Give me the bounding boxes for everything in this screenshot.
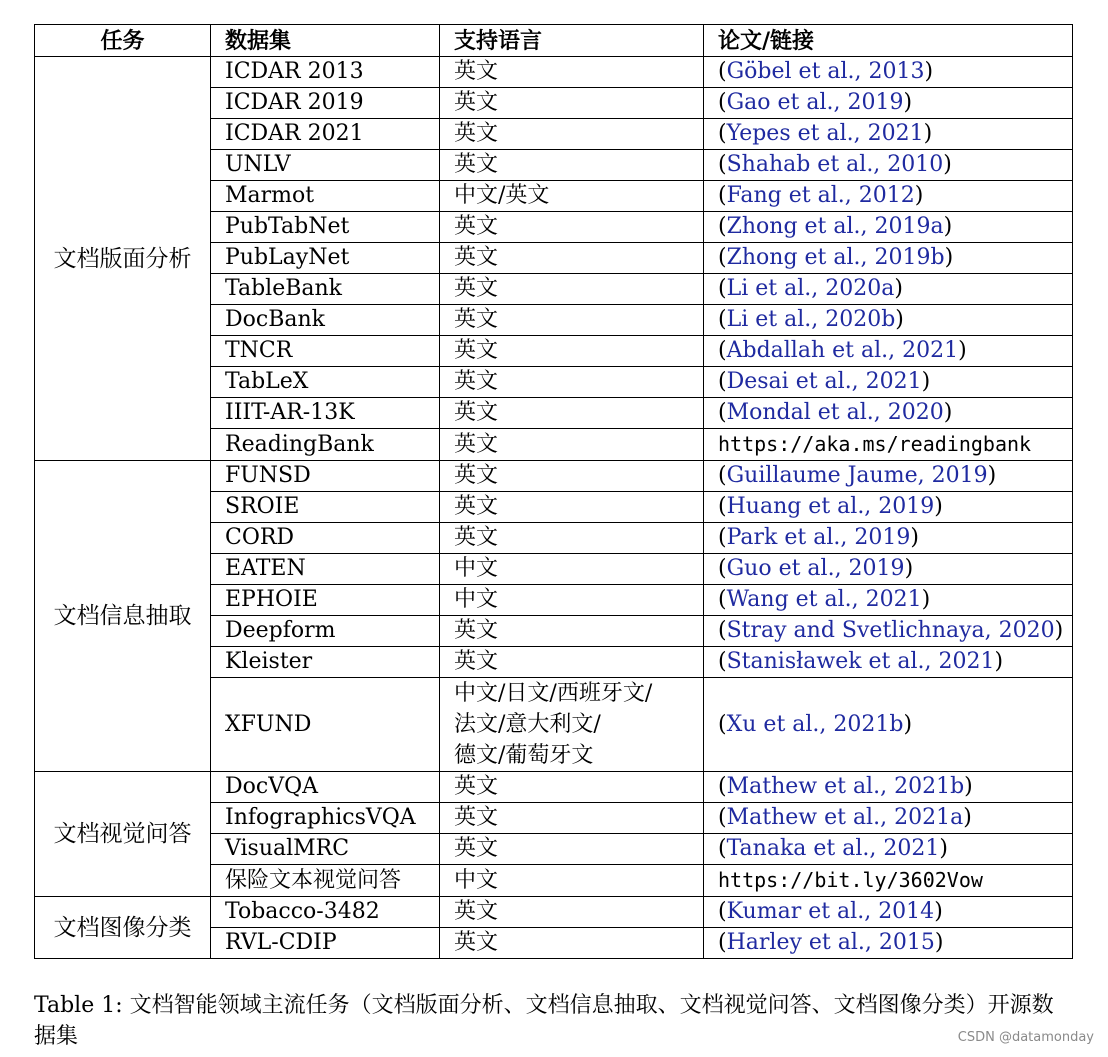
citation-link[interactable]: Huang et al., 2019 — [726, 494, 935, 519]
language-cell: 英文 — [440, 834, 704, 865]
citation-link[interactable]: Göbel et al., 2013 — [726, 59, 925, 84]
language-cell: 英文 — [440, 243, 704, 274]
language-cell: 英文 — [440, 461, 704, 492]
paper-cell: (Xu et al., 2021b) — [704, 678, 1073, 772]
dataset-cell: Deepform — [211, 616, 440, 647]
language-cell: 英文 — [440, 616, 704, 647]
language-cell: 英文 — [440, 803, 704, 834]
language-cell: 中文 — [440, 865, 704, 897]
table-row — [35, 897, 1073, 928]
language-cell: 英文 — [440, 57, 704, 88]
citation-link[interactable]: Li et al., 2020a — [726, 276, 895, 301]
language-cell: 英文 — [440, 150, 704, 181]
dataset-cell: PubLayNet — [211, 243, 440, 274]
citation-link[interactable]: Shahab et al., 2010 — [726, 152, 944, 177]
paper-cell: (Park et al., 2019) — [704, 523, 1073, 554]
dataset-cell: Tobacco-3482 — [211, 897, 440, 928]
dataset-cell: DocVQA — [211, 772, 440, 803]
paper-cell: (Abdallah et al., 2021) — [704, 336, 1073, 367]
paper-cell: (Guillaume Jaume, 2019) — [704, 461, 1073, 492]
paper-cell: (Kumar et al., 2014) — [704, 897, 1073, 928]
paper-cell: (Yepes et al., 2021) — [704, 119, 1073, 150]
language-cell: 英文 — [440, 429, 704, 461]
language-cell: 中文 — [440, 585, 704, 616]
dataset-cell: InfographicsVQA — [211, 803, 440, 834]
dataset-cell: Kleister — [211, 647, 440, 678]
dataset-cell: PubTabNet — [211, 212, 440, 243]
citation-link[interactable]: Park et al., 2019 — [726, 525, 911, 550]
header-paper: 论文/链接 — [704, 25, 1073, 57]
citation-link[interactable]: Tanaka et al., 2021 — [726, 836, 940, 861]
watermark: CSDN @datamonday — [957, 1030, 1094, 1045]
table-caption: Table 1: 文档智能领域主流任务（文档版面分析、文档信息抽取、文档视觉问答、文档图像分类）开源数据集 — [34, 993, 1054, 1049]
citation-link[interactable]: Guillaume Jaume, 2019 — [726, 463, 988, 488]
paper-cell: (Fang et al., 2012) — [704, 181, 1073, 212]
language-line: 中文/日文/西班牙文/ — [454, 681, 653, 706]
table-row — [35, 57, 1073, 88]
paper-cell: (Mathew et al., 2021b) — [704, 772, 1073, 803]
paper-cell: (Zhong et al., 2019a) — [704, 212, 1073, 243]
task-cell: 文档视觉问答 — [35, 772, 211, 897]
task-cell: 文档信息抽取 — [35, 461, 211, 772]
paper-cell: (Desai et al., 2021) — [704, 367, 1073, 398]
paper-cell: (Huang et al., 2019) — [704, 492, 1073, 523]
language-cell: 英文 — [440, 398, 704, 429]
dataset-cell: ReadingBank — [211, 429, 440, 461]
paper-cell — [704, 429, 1073, 461]
header-task: 任务 — [35, 25, 211, 57]
task-cell: 文档图像分类 — [35, 897, 211, 959]
dataset-cell: Marmot — [211, 181, 440, 212]
language-cell: 中文 — [440, 554, 704, 585]
language-cell: 英文 — [440, 212, 704, 243]
dataset-cell: EATEN — [211, 554, 440, 585]
citation-link[interactable]: Zhong et al., 2019a — [726, 214, 944, 239]
paper-cell: (Tanaka et al., 2021) — [704, 834, 1073, 865]
header-language: 支持语言 — [440, 25, 704, 57]
dataset-cell: EPHOIE — [211, 585, 440, 616]
paper-cell: (Wang et al., 2021) — [704, 585, 1073, 616]
paper-cell: (Gao et al., 2019) — [704, 88, 1073, 119]
citation-link[interactable]: Mondal et al., 2020 — [726, 400, 944, 425]
paper-cell: (Harley et al., 2015) — [704, 928, 1073, 959]
dataset-cell: TNCR — [211, 336, 440, 367]
dataset-cell: ICDAR 2021 — [211, 119, 440, 150]
citation-link[interactable]: Abdallah et al., 2021 — [726, 338, 959, 363]
paper-cell — [704, 865, 1073, 897]
paper-cell: (Mathew et al., 2021a) — [704, 803, 1073, 834]
dataset-link[interactable]: https://bit.ly/3602Vow — [718, 868, 983, 892]
citation-link[interactable]: Stanisławek et al., 2021 — [726, 649, 995, 674]
task-cell: 文档版面分析 — [35, 57, 211, 461]
table-row — [35, 461, 1073, 492]
citation-link[interactable]: Li et al., 2020b — [726, 307, 896, 332]
dataset-cell: CORD — [211, 523, 440, 554]
paper-cell: (Stray and Svetlichnaya, 2020) — [704, 616, 1073, 647]
citation-link[interactable]: Yepes et al., 2021 — [726, 121, 924, 146]
dataset-cell: 保险文本视觉问答 — [211, 865, 440, 897]
dataset-cell: TabLeX — [211, 367, 440, 398]
language-line: 法文/意大利文/ — [454, 712, 601, 737]
dataset-cell: ICDAR 2019 — [211, 88, 440, 119]
dataset-cell: IIIT-AR-13K — [211, 398, 440, 429]
citation-link[interactable]: Stray and Svetlichnaya, 2020 — [726, 618, 1055, 643]
language-cell: 英文 — [440, 305, 704, 336]
language-cell: 英文 — [440, 336, 704, 367]
language-cell: 英文 — [440, 88, 704, 119]
language-cell: 英文 — [440, 367, 704, 398]
paper-cell: (Li et al., 2020a) — [704, 274, 1073, 305]
paper-cell: (Stanisławek et al., 2021) — [704, 647, 1073, 678]
language-cell: 英文 — [440, 647, 704, 678]
paper-cell: (Shahab et al., 2010) — [704, 150, 1073, 181]
citation-link[interactable]: Mathew et al., 2021a — [726, 805, 964, 830]
dataset-cell: XFUND — [211, 678, 440, 772]
citation-link[interactable]: Wang et al., 2021 — [726, 587, 922, 612]
paper-cell: (Mondal et al., 2020) — [704, 398, 1073, 429]
paper-cell: (Göbel et al., 2013) — [704, 57, 1073, 88]
language-cell — [440, 678, 704, 772]
paper-cell: (Guo et al., 2019) — [704, 554, 1073, 585]
dataset-cell: VisualMRC — [211, 834, 440, 865]
language-cell: 英文 — [440, 897, 704, 928]
citation-link[interactable]: Zhong et al., 2019b — [726, 245, 945, 270]
language-cell: 英文 — [440, 274, 704, 305]
citation-link[interactable]: Kumar et al., 2014 — [726, 899, 935, 924]
citation-link[interactable]: Gao et al., 2019 — [726, 90, 904, 115]
language-cell: 英文 — [440, 928, 704, 959]
header-row — [35, 25, 1073, 57]
dataset-cell: FUNSD — [211, 461, 440, 492]
dataset-cell: DocBank — [211, 305, 440, 336]
table-body — [35, 57, 1073, 959]
language-line: 德文/葡萄牙文 — [454, 743, 594, 768]
language-cell: 英文 — [440, 772, 704, 803]
language-cell: 中文/英文 — [440, 181, 704, 212]
dataset-cell: TableBank — [211, 274, 440, 305]
language-cell: 英文 — [440, 119, 704, 150]
citation-link[interactable]: Mathew et al., 2021b — [726, 774, 965, 799]
datasets-table — [34, 24, 1073, 959]
dataset-link[interactable]: https://aka.ms/readingbank — [718, 432, 1032, 456]
dataset-cell: UNLV — [211, 150, 440, 181]
dataset-cell: ICDAR 2013 — [211, 57, 440, 88]
table-row — [35, 772, 1073, 803]
dataset-cell: RVL-CDIP — [211, 928, 440, 959]
citation-link[interactable]: Guo et al., 2019 — [726, 556, 905, 581]
header-dataset: 数据集 — [211, 25, 440, 57]
citation-link[interactable]: Harley et al., 2015 — [726, 930, 935, 955]
language-cell: 英文 — [440, 523, 704, 554]
citation-link[interactable]: Xu et al., 2021b — [726, 711, 904, 737]
paper-cell: (Zhong et al., 2019b) — [704, 243, 1073, 274]
citation-link[interactable]: Fang et al., 2012 — [726, 183, 915, 208]
dataset-cell: SROIE — [211, 492, 440, 523]
citation-link[interactable]: Desai et al., 2021 — [726, 369, 922, 394]
paper-cell: (Li et al., 2020b) — [704, 305, 1073, 336]
language-cell: 英文 — [440, 492, 704, 523]
